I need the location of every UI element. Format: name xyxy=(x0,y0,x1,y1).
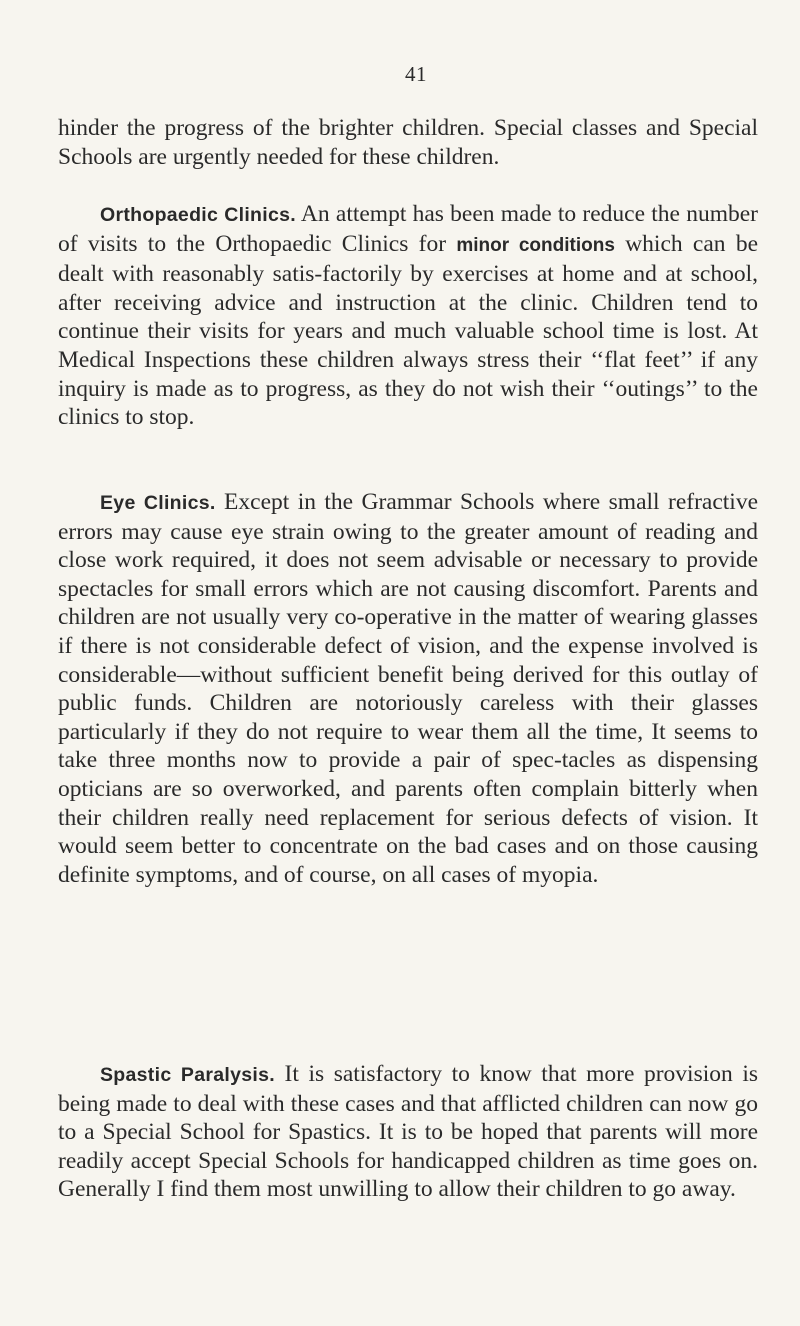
paragraph-spastic-paralysis xyxy=(58,1060,758,1204)
paragraph-orthopaedic-clinics xyxy=(58,200,758,432)
paragraph-eye-clinics xyxy=(58,488,758,889)
paragraph-text: hinder the progress of the brighter children. Special classes and Special Schools are urgently needed for these children. xyxy=(58,115,758,170)
paragraph-text: Except in the Grammar Schools where small refractive errors may cause eye strain owing to the greater amount of reading and close work required, it does not seem advisable or necessary to provide spectacles for small errors which are not causing discomfort. Parents and children are not usually very co-operative in the matter of wearing glasses if there is not considerable defect of vision, and the expense involved is considerable—without sufficient benefit being derived for this outlay of public funds. Children are notoriously careless with their glasses particularly if they do not require to wear them all the time, It seems to take three months now to provide a pair of spec-tacles as dispensing opticians are so overworked, and parents often complain bitterly when their children really need replacement for serious defects of vision. It would seem better to concentrate on the bad cases and on those causing definite symptoms, and of course, on all cases of myopia. xyxy=(58,489,758,888)
section-heading-spastic-paralysis: Spastic Paralysis. xyxy=(100,1064,275,1086)
section-heading-orthopaedic: Orthopaedic Clinics. xyxy=(100,204,296,226)
emphasis-text: minor conditions xyxy=(456,234,615,256)
paragraph-text: An attempt has been made to reduce the number of visits to the Orthopaedic Clinics for xyxy=(58,201,758,257)
paragraph-text: It is satisfactory to know that more provision is being made to deal with these cases and that afflicted children can now go to a Special School for Spastics. It is to be hoped that parents will more readily accept Special Schools for handicapped children as time goes on. Generally I find them most unwilling to allow their children to go away. xyxy=(58,1061,758,1203)
page-number: 41 xyxy=(405,62,427,86)
paragraph-text: which can be dealt with reasonably satis-factorily by exercises at home and at school, after receiving advice and instruction at the clinic. Children tend to continue their visits for years and much valuable school time is lost. At Medical Inspections these children always stress their ‘‘flat feet’’ if any inquiry is made as to progress, as they do not wish their ‘‘outings’’ to the clinics to stop. xyxy=(58,230,759,431)
paragraph-continuation xyxy=(58,114,758,171)
section-heading-eye-clinics: Eye Clinics. xyxy=(100,492,216,514)
